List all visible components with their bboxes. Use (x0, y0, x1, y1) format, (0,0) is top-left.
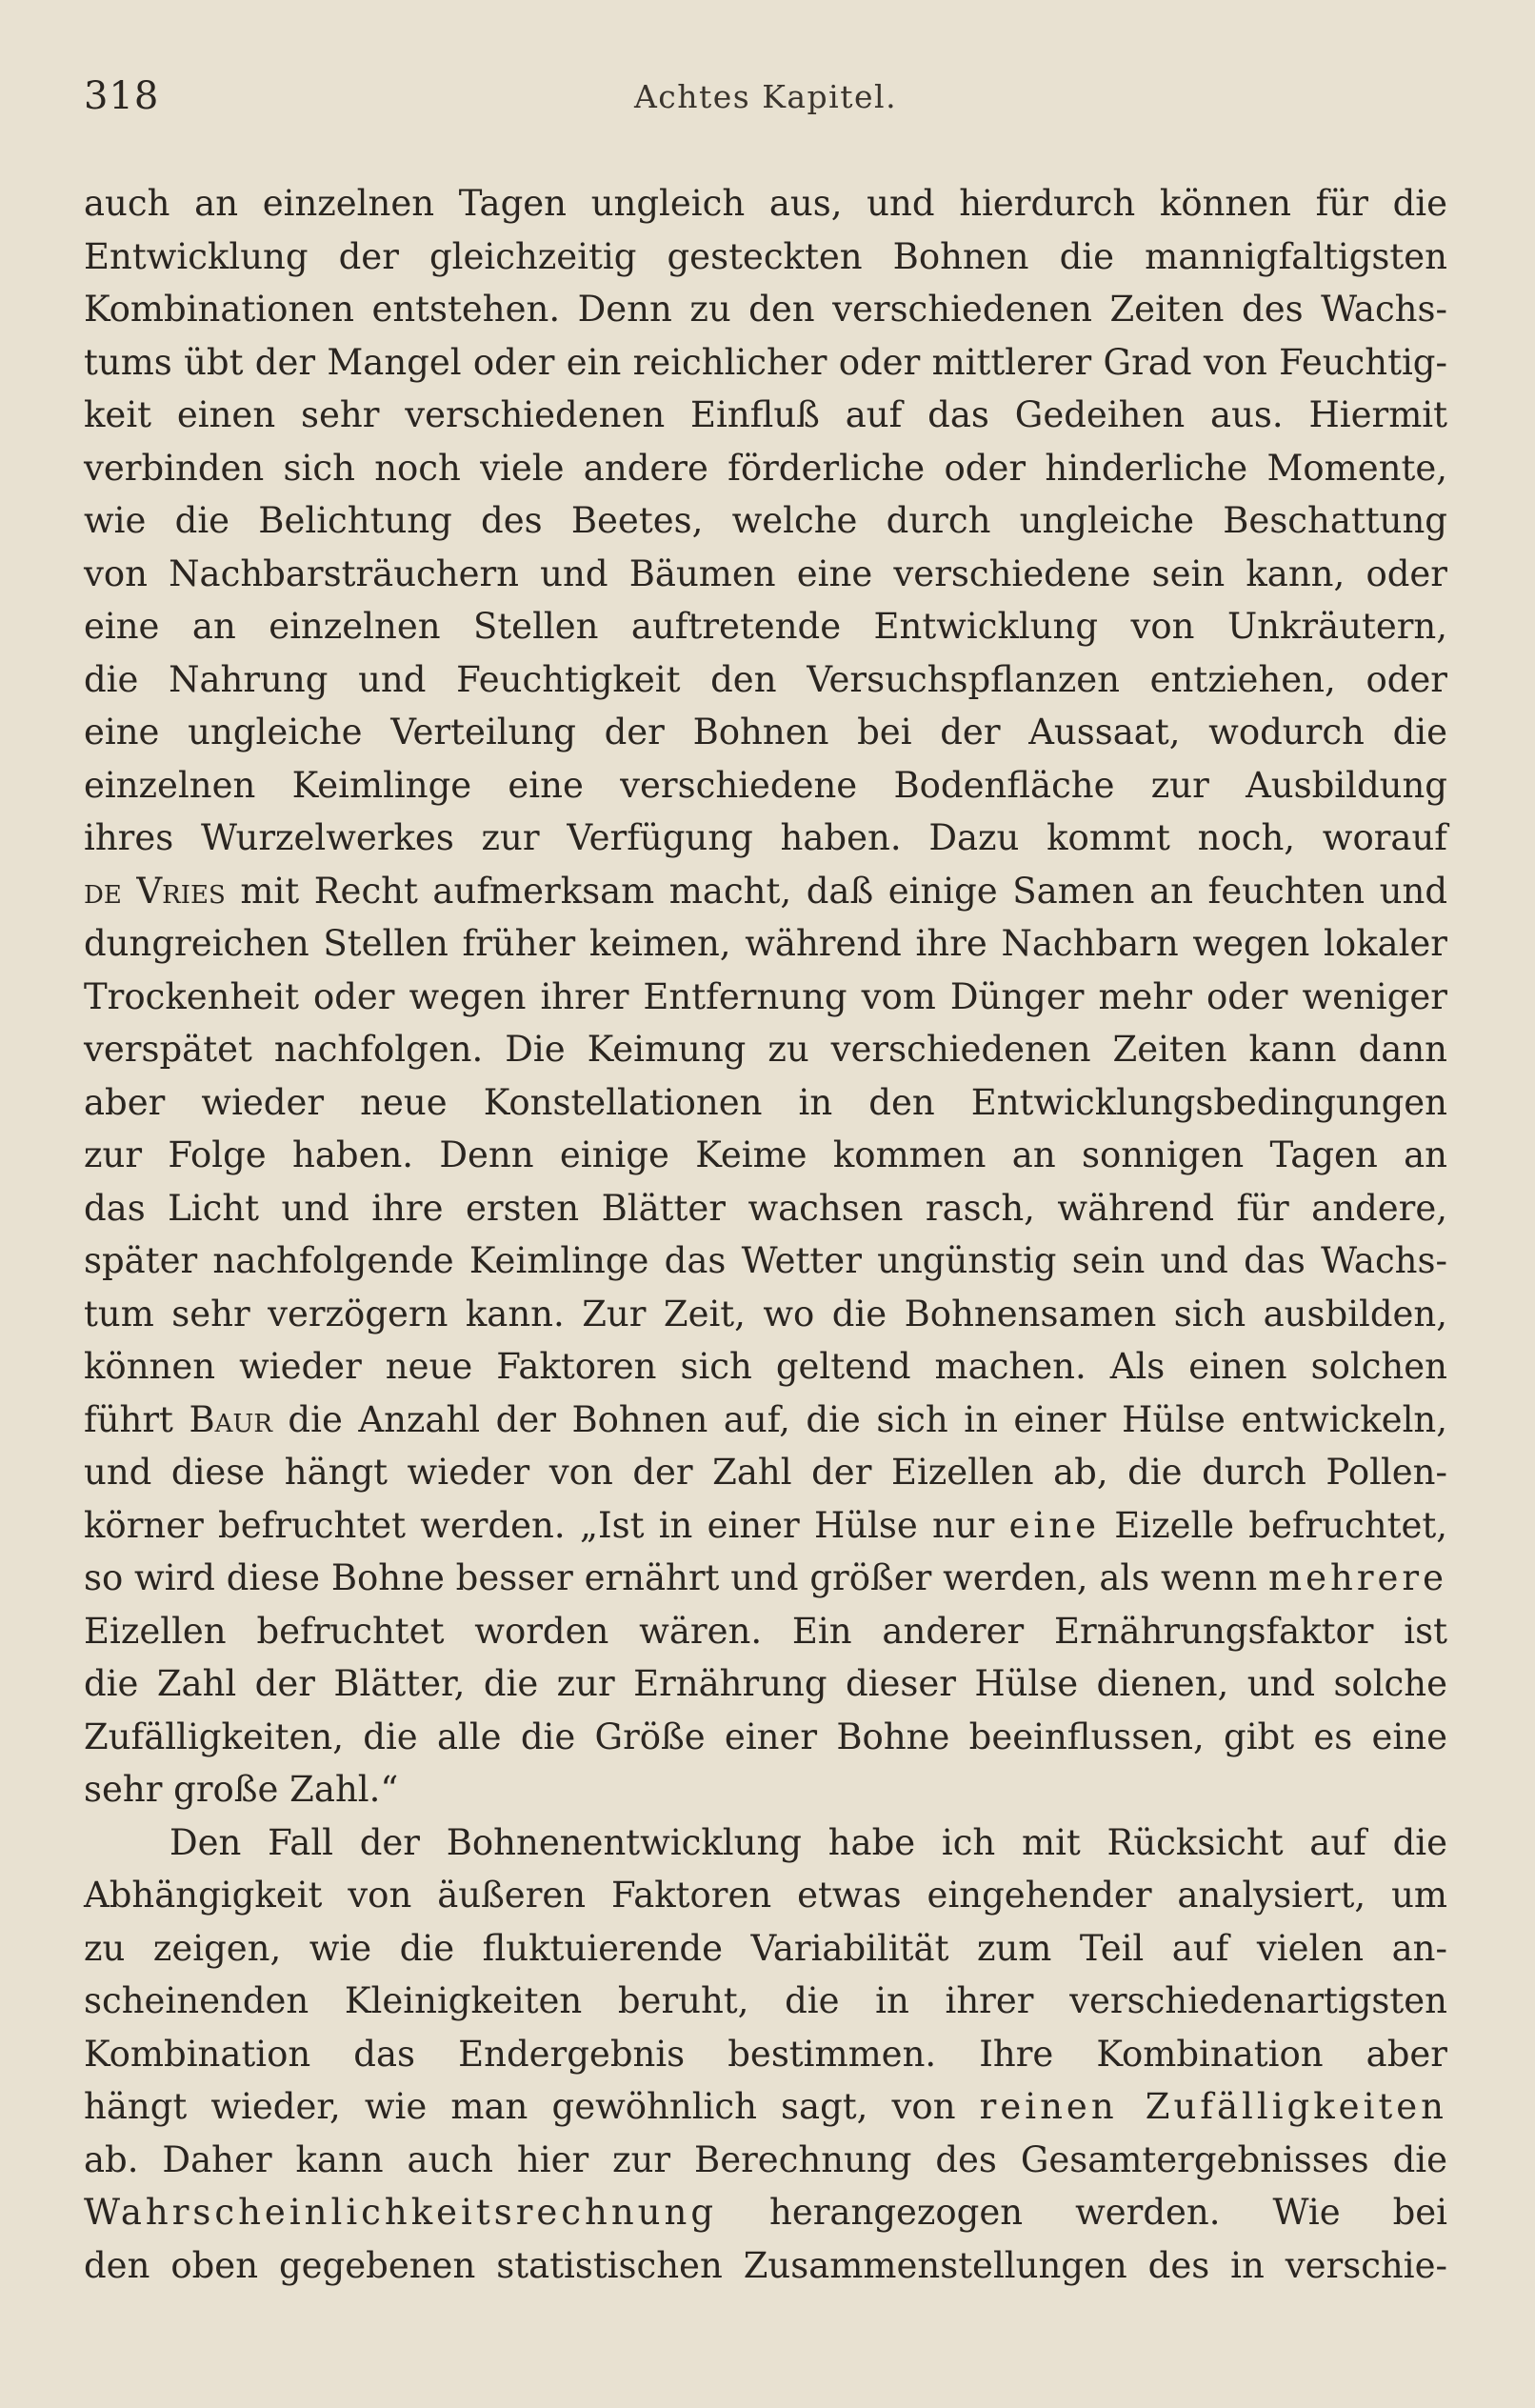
body-text (84, 177, 1447, 2292)
emphasis-text: mehrere (1268, 1557, 1447, 1598)
text-line (84, 1499, 1447, 1553)
text-line: den oben gegebenen statistischen Zusammenstellungen des in verschie- (84, 2244, 1447, 2286)
text-line: Abhängigkeit von äußeren Faktoren etwas eingehender analysiert, um (84, 1875, 1447, 1916)
text-line: das Licht und ihre ersten Blätter wachsen rasch, während für andere, (84, 1187, 1447, 1229)
text-line: Den Fall der Bohnenentwicklung habe ich mit Rücksicht auf die (169, 1821, 1447, 1863)
text-line: sehr große Zahl.“ (84, 1769, 399, 1810)
text-line: Trockenheit oder wegen ihrer Entfernung vom Dünger mehr oder weniger (84, 975, 1447, 1017)
page-number: 318 (84, 74, 160, 118)
text-line (84, 2186, 1447, 2239)
text-line: die Nahrung und Feuchtigkeit den Versuchspflanzen entziehen, oder (84, 658, 1447, 700)
text-line: die Zahl der Blätter, die zur Ernährung dieser Hülse dienen, und solche (84, 1663, 1447, 1704)
emphasis-text: eine (1008, 1504, 1101, 1546)
text-line: aber wieder neue Konstellationen in den Entwicklungsbedingungen (84, 1081, 1447, 1123)
emphasis-text: reinen Zufälligkeiten (979, 2086, 1447, 2127)
text-line: von Nachbarsträuchern und Bäumen eine verschiedene sein kann, oder (84, 552, 1447, 594)
text-span: die Anzahl der Bohnen auf, die sich in einer Hülse entwickeln, (271, 1398, 1447, 1440)
text-line: und diese hängt wieder von der Zahl der Eizellen ab, die durch Pollen- (84, 1452, 1447, 1493)
text-span: körner befruchtet werden. „Ist in einer Hülse nur (84, 1504, 1009, 1546)
text-line (84, 1394, 1447, 1447)
text-line: Eizellen befruchtet worden wären. Ein anderer Ernährungsfaktor ist (84, 1610, 1447, 1652)
text-line: auch an einzelnen Tagen ungleich aus, und hierdurch können für die (84, 183, 1447, 224)
text-line: Zufälligkeiten, die alle die Größe einer Bohne beeinflussen, gibt es eine (84, 1716, 1447, 1757)
running-title: Achtes Kapitel. (633, 78, 898, 115)
text-line: wie die Belichtung des Beetes, welche durch ungleiche Beschattung (84, 500, 1447, 541)
text-line: können wieder neue Faktoren sich geltend machen. Als einen solchen (84, 1346, 1447, 1387)
author-name-de-vries: de Vries (84, 870, 226, 912)
text-line: tum sehr verzögern kann. Zur Zeit, wo die Bohnensamen sich ausbilden, (84, 1293, 1447, 1334)
text-span: herangezogen werden. Wie bei (717, 2192, 1447, 2233)
page-header (84, 74, 1447, 122)
text-line: verspätet nachfolgen. Die Keimung zu verschiedenen Zeiten kann dann (84, 1029, 1447, 1070)
text-span: hängt wieder, wie man gewöhnlich sagt, von (84, 2086, 980, 2127)
text-line: zur Folge haben. Denn einige Keime kommen an sonnigen Tagen an (84, 1134, 1447, 1175)
text-line: ab. Daher kann auch hier zur Berechnung des Gesamtergebnisses die (84, 2138, 1447, 2180)
text-line: keit einen sehr verschiedenen Einfluß auf das Gedeihen aus. Hiermit (84, 394, 1447, 435)
text-line: dungreichen Stellen früher keimen, während ihre Nachbarn wegen lokaler (84, 923, 1447, 964)
text-line (84, 2080, 1447, 2134)
text-span: führt (84, 1398, 189, 1440)
text-line: Kombination das Endergebnis bestimmen. Ihre Kombination aber (84, 2033, 1447, 2075)
text-line: eine ungleiche Verteilung der Bohnen bei der Aussaat, wodurch die (84, 712, 1447, 752)
text-line: tums übt der Mangel oder ein reichlicher oder mittlerer Grad von Feuchtig- (84, 341, 1447, 383)
text-line: ihres Wurzelwerkes zur Verfügung haben. Dazu kommt noch, worauf (84, 817, 1447, 858)
paragraph-1 (84, 177, 1447, 1816)
paragraph-2 (84, 1816, 1447, 2293)
text-span: mit Recht aufmerksam macht, daß einige Samen an feuchten und (225, 870, 1448, 912)
text-line: eine an einzelnen Stellen auftretende Entwicklung von Unkräutern, (84, 606, 1447, 647)
text-line: einzelnen Keimlinge eine verschiedene Bodenfläche zur Ausbildung (84, 764, 1447, 806)
text-line: Kombinationen entstehen. Denn zu den verschiedenen Zeiten des Wachs- (84, 289, 1447, 330)
author-name-baur: Baur (189, 1398, 272, 1440)
text-line: scheinenden Kleinigkeiten beruht, die in ihrer verschiedenartigsten (84, 1980, 1447, 2021)
text-line: später nachfolgende Keimlinge das Wetter ungünstig sein und das Wachs- (84, 1240, 1447, 1281)
text-line (84, 1552, 1447, 1605)
text-line: zu zeigen, wie die fluktuierende Variabilität zum Teil auf vielen an- (84, 1927, 1447, 1969)
text-line: verbinden sich noch viele andere förderliche oder hinderliche Momente, (84, 447, 1447, 489)
text-span: so wird diese Bohne besser ernährt und größer werden, als wenn (84, 1557, 1269, 1598)
emphasis-text: Wahrscheinlichkeitsrechnung (84, 2192, 718, 2233)
text-span: Eizelle befruchtet, (1100, 1504, 1448, 1546)
text-line (84, 865, 1447, 918)
text-line: Entwicklung der gleichzeitig gesteckten Bohnen die mannigfaltigsten (84, 235, 1447, 277)
